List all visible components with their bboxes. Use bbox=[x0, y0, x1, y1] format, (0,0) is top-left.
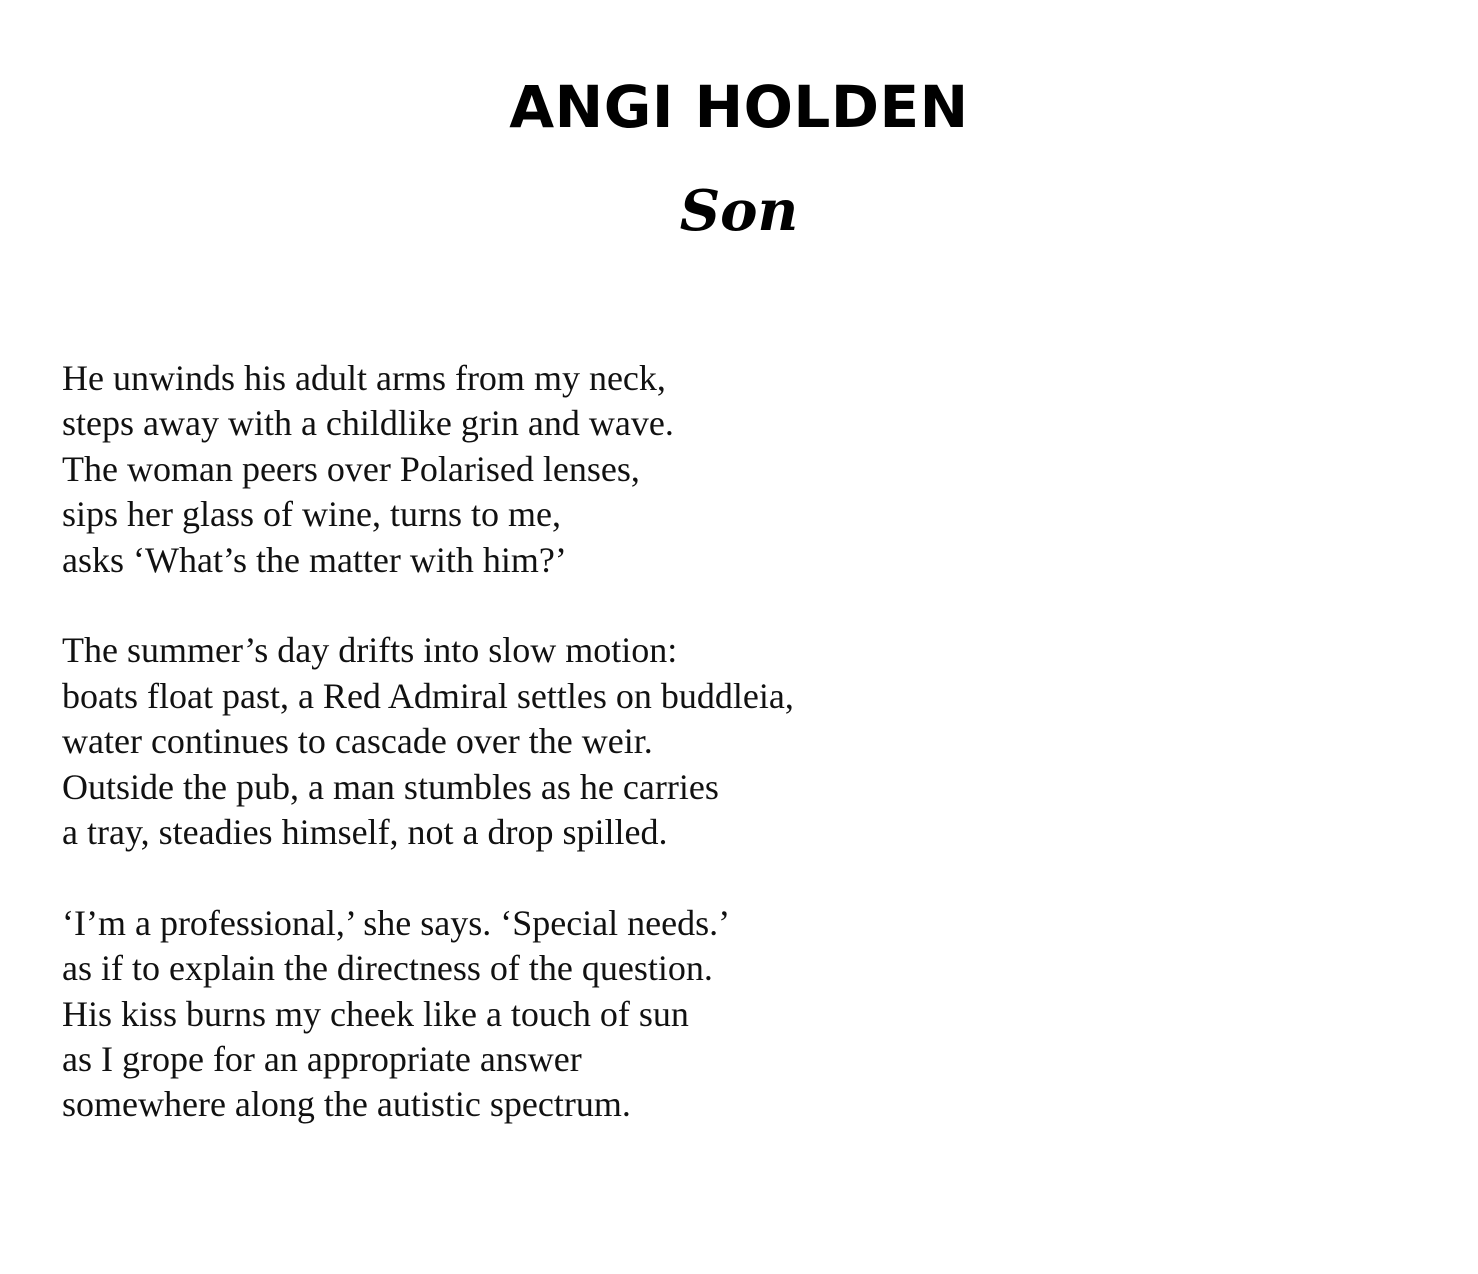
stanza-3 bbox=[62, 901, 1062, 1128]
poem-body bbox=[62, 356, 1062, 1173]
poem-line: Outside the pub, a man stumbles as he carries bbox=[62, 766, 719, 807]
poem-line: as I grope for an appropriate answer bbox=[62, 1039, 582, 1080]
author-name: ANGI HOLDEN bbox=[509, 73, 969, 141]
poem-line: sips her glass of wine, turns to me, bbox=[62, 494, 561, 535]
poem-line: ‘I’m a professional,’ she says. ‘Special needs.’ bbox=[62, 902, 731, 943]
poem-line: asks ‘What’s the matter with him?’ bbox=[62, 539, 567, 580]
poem-line: He unwinds his adult arms from my neck, bbox=[62, 358, 666, 398]
stanza-1 bbox=[62, 356, 1062, 583]
poem-line: as if to explain the directness of the question. bbox=[62, 948, 713, 989]
poem-line: water continues to cascade over the weir. bbox=[62, 721, 653, 762]
poem-title: Son bbox=[679, 178, 799, 244]
poem-line: a tray, steadies himself, not a drop spilled. bbox=[62, 812, 668, 853]
poem-line: His kiss burns my cheek like a touch of sun bbox=[62, 993, 689, 1034]
poem-line: The woman peers over Polarised lenses, bbox=[62, 448, 640, 489]
stanza-2 bbox=[62, 628, 1062, 855]
poem-line: somewhere along the autistic spectrum. bbox=[62, 1084, 631, 1125]
poem-line: The summer’s day drifts into slow motion: bbox=[62, 630, 678, 671]
poem-line: boats float past, a Red Admiral settles on buddleia, bbox=[62, 675, 794, 716]
poem-line: steps away with a childlike grin and wave. bbox=[62, 403, 674, 444]
